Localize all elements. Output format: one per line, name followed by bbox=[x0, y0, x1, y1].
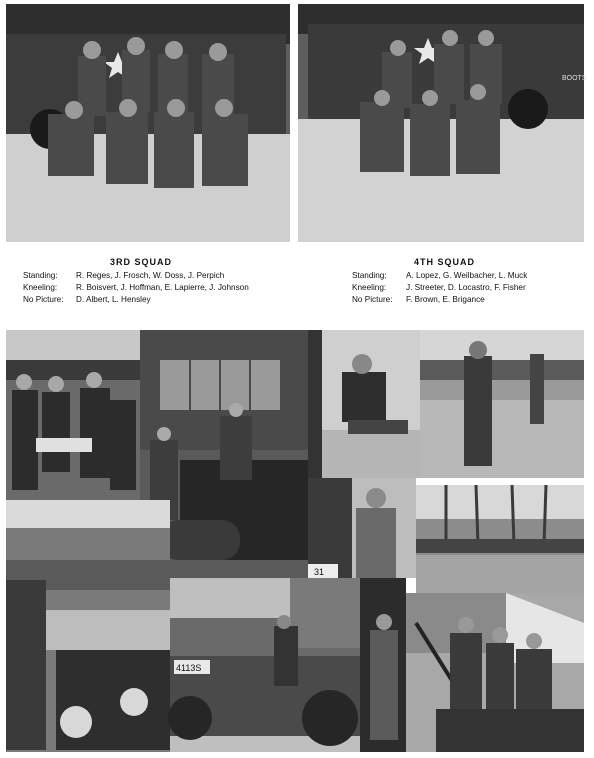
fourth-squad-kneeling-names: J. Streeter, D. Locastro, F. Fisher bbox=[406, 283, 526, 292]
collage-photo-jeep bbox=[170, 578, 360, 752]
fourth-squad-caption bbox=[0, 0, 594, 330]
fourth-squad-nopicture-names: F. Brown, E. Brigance bbox=[406, 295, 485, 304]
third-squad-nopicture-names: D. Albert, L. Hensley bbox=[76, 295, 151, 304]
fourth-squad-standing-label: Standing: bbox=[352, 271, 387, 280]
jeep-plate-text: 4113S bbox=[176, 663, 202, 673]
collage-photo-group-at-table bbox=[6, 330, 140, 500]
fourth-squad-standing-names: A. Lopez, G. Weilbacher, L. Muck bbox=[406, 271, 528, 280]
fourth-squad-title: 4TH SQUAD bbox=[414, 257, 476, 267]
third-squad-standing-label: Standing: bbox=[23, 271, 58, 280]
halftrack-label-text: BOOTS bbox=[562, 75, 587, 82]
collage-photo-soldier-waving bbox=[308, 330, 420, 478]
collage-photo-truck-convoy bbox=[6, 500, 170, 752]
truck-number-text: 31 bbox=[314, 567, 325, 577]
fourth-squad-nopicture-label: No Picture: bbox=[352, 295, 393, 304]
collage-photo-officer-standing bbox=[308, 478, 416, 578]
collage-photo-soldier-portrait bbox=[360, 578, 406, 752]
third-squad-nopicture-label: No Picture: bbox=[23, 295, 64, 304]
fourth-squad-kneeling-label: Kneeling: bbox=[352, 283, 387, 292]
collage-photo-ball-game bbox=[420, 330, 584, 478]
third-squad-standing-names: R. Reges, J. Frosch, W. Doss, J. Perpich bbox=[76, 271, 225, 280]
third-squad-kneeling-names: R. Boisvert, J. Hoffman, E. Lapierre, J. Johnson bbox=[76, 283, 249, 292]
third-squad-title: 3RD SQUAD bbox=[110, 257, 173, 267]
third-squad-kneeling-label: Kneeling: bbox=[23, 283, 58, 292]
collage-photo-vehicle-lot bbox=[416, 485, 584, 593]
collage-photo-machine-gun-crew bbox=[406, 593, 584, 752]
